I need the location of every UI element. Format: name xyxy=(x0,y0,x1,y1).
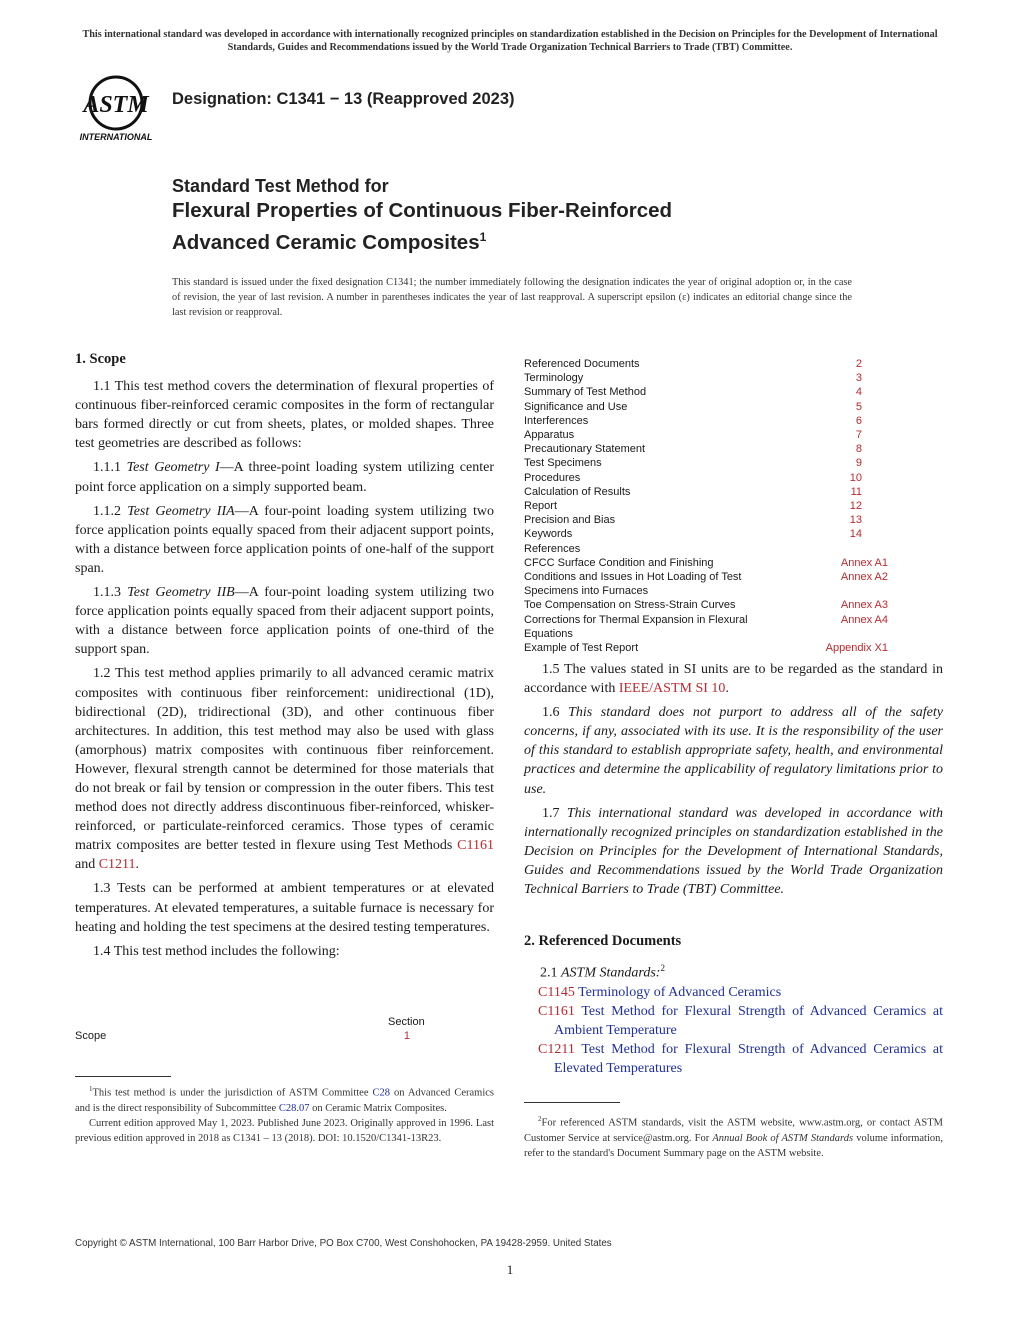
toc-row[interactable] xyxy=(524,570,888,598)
toc-label: Scope xyxy=(75,1030,107,1042)
svg-text:ASTM: ASTM xyxy=(83,92,149,118)
link-si10[interactable]: IEEE/ASTM SI 10 xyxy=(618,681,726,697)
toc-row[interactable] xyxy=(524,442,888,456)
title-footnote-mark: 1 xyxy=(479,230,487,244)
toc-number: 12 xyxy=(849,500,862,513)
reference-title: Terminology of Advanced Ceramics xyxy=(578,984,782,1000)
toc-row[interactable] xyxy=(524,613,888,641)
footnote-1-edition: Current edition approved May 1, 2023. Published June 2023. Originally approved in 1996. Last previous edition approved in 2018 as C1341 – 13 (2018). DOI: 10.1520/C1341-13R23. xyxy=(75,1117,494,1144)
toc-row[interactable] xyxy=(524,499,888,513)
para-1-1-3: 1.1.3 Test Geometry IIB—A four-point loading system utilizing two force application points equally spaced from their adjacent support points, with a distance between force application points of one-third of the support span. xyxy=(75,585,494,658)
para-1-2: 1.2 This test method applies primarily to all advanced ceramic matrix composites with continuous fiber reinforcement: unidirectional (1D), bidirectional (2D), tridirectional (3D), and other continuous fiber architectures. In addition, this test method may also be used with glass (amorphous) matrix composites with continuous fiber reinforcement. However, flexural strength cannot be determined for those materials that do not break or fail by tension or compression in the outer fibers. This test method does not directly address discontinuous fiber-reinforced, whisker-reinforced, or particulate-reinforced ceramics. Those types of ceramic matrix composites are better tested in flexure using Test Methods C1161 and C1211. xyxy=(75,666,494,873)
toc-row[interactable] xyxy=(524,542,888,556)
toc-label: Precision and Bias xyxy=(524,514,616,527)
footnote-1: $^1$This test method is under the jurisdiction of ASTM Committee C28 on Advanced Ceramics and is the direct responsibility of Subcommittee C28.07 on Ceramic Matrix Composites. Current edition approved May 1, 2023. Published June 2023. Originally approved in 1996. Last previous edition approved in 2018 as C1341 – 13 (2018). DOI: 10.1520/C1341-13R23. xyxy=(75,1085,495,1144)
toc-number: 4 xyxy=(855,386,862,399)
left-column xyxy=(75,350,494,966)
toc-row[interactable] xyxy=(524,556,888,570)
toc-row[interactable] xyxy=(524,598,888,612)
intro-note: This standard is issued under the fixed designation C1341; the number immediately following the designation indicates the year of original adoption or, in the case of revision, the year of last revision. A number in parentheses indicates the year of last reapproval. A superscript epsilon (ε) indicates an editorial change since the last revision or reapproval. xyxy=(172,277,852,318)
toc-row[interactable] xyxy=(524,456,888,470)
toc-number: Annex A3 xyxy=(840,599,888,612)
reference-code: C1145 xyxy=(538,984,575,1000)
link-c1161[interactable]: C1161 xyxy=(457,838,494,854)
toc-number: Annex A4 xyxy=(840,613,888,626)
toc-number: 5 xyxy=(855,400,862,413)
toc-number: 6 xyxy=(855,414,862,427)
toc-number: 1 xyxy=(403,1030,410,1042)
reference-list xyxy=(524,983,943,1078)
footnote-2: $^2$For referenced ASTM standards, visit the ASTM website, www.astm.org, or contact ASTM Customer Service at service@astm.org. For Annual Book of ASTM Standards volume information, refer to the standard's Document Summary page on the ASTM website. xyxy=(524,1115,943,1159)
toc-label: Calculation of Results xyxy=(524,485,631,498)
table-of-contents xyxy=(524,357,888,655)
right-column xyxy=(524,660,943,904)
reference-code: C1211 xyxy=(538,1042,575,1058)
link-c28[interactable]: C28 xyxy=(372,1087,390,1099)
para-1-4: 1.4 This test method includes the following: xyxy=(93,943,340,959)
toc-row[interactable] xyxy=(524,400,888,414)
toc-label: Referenced Documents xyxy=(524,358,640,370)
toc-row[interactable] xyxy=(524,527,888,541)
para-1-1-1: 1.1.1 Test Geometry I—A three-point loading system utilizing center point force application on a simply supported beam. xyxy=(75,460,494,495)
svg-text:INTERNATIONAL: INTERNATIONAL xyxy=(79,132,153,142)
toc-label: Interferences xyxy=(524,414,589,427)
toc-row[interactable] xyxy=(524,385,888,399)
footnote-rule xyxy=(75,1076,171,1077)
toc-row[interactable] xyxy=(524,641,888,655)
toc-row[interactable] xyxy=(524,371,888,385)
toc-row[interactable] xyxy=(524,471,888,485)
section-heading-scope: 1. Scope xyxy=(75,351,126,367)
para-1-3: 1.3 Tests can be performed at ambient temperatures or at elevated temperatures. At elevated temperatures, a suitable furnace is necessary for heating and holding the test specimens at the desired testing temperatures. xyxy=(75,881,494,935)
referenced-documents xyxy=(524,932,943,1078)
reference-title: Test Method for Flexural Strength of Advanced Ceramics at Elevated Temperatures xyxy=(554,1042,943,1077)
para-1-7: 1.7 This international standard was developed in accordance with internationally recognized principles on standardization established in the Decision on Principles for the Development of International Standards, Guides and Recommendations issued by the World Trade Organization Technical Barriers to Trade (TBT) Committee. xyxy=(524,805,944,898)
toc-label: Corrections for Thermal Expansion in Flexural Equations xyxy=(524,613,748,640)
para-1-5: 1.5 The values stated in SI units are to be regarded as the standard in accordance with IEEE/ASTM SI 10. xyxy=(524,662,943,697)
toc-number: 9 xyxy=(855,457,862,470)
toc-row[interactable] xyxy=(524,414,888,428)
document-title xyxy=(172,174,872,256)
title-line-1: Standard Test Method for xyxy=(172,176,389,196)
toc-label: Test Specimens xyxy=(524,457,602,470)
reference-item[interactable] xyxy=(524,1002,943,1040)
footnote-rule xyxy=(524,1102,620,1103)
toc-number: 7 xyxy=(855,429,862,442)
toc-number: 14 xyxy=(849,528,862,541)
para-1-6: 1.6 This standard does not purport to address all of the safety concerns, if any, associated with its use. It is the responsibility of the user of this standard to establish appropriate safety, health, and environmental practices and determine the applicability of regulatory limitations prior to use. xyxy=(524,705,944,797)
astm-logo xyxy=(72,74,160,144)
toc-number: 2 xyxy=(855,358,862,370)
toc-number: 3 xyxy=(855,372,862,385)
toc-label: Terminology xyxy=(524,372,584,385)
link-c1211[interactable]: C1211 xyxy=(98,857,136,873)
reference-item[interactable] xyxy=(524,983,943,1002)
toc-row[interactable] xyxy=(524,485,888,499)
astm-logo-icon xyxy=(72,74,160,144)
toc-number: Annex A2 xyxy=(840,571,888,584)
toc-number: Appendix X1 xyxy=(825,642,888,655)
link-c28-07[interactable]: C28.07 xyxy=(278,1102,310,1114)
toc-label: Significance and Use xyxy=(524,400,628,413)
section-heading-references: 2. Referenced Documents xyxy=(524,933,682,949)
reference-code: C1161 xyxy=(538,1003,575,1019)
toc-label: Example of Test Report xyxy=(524,642,639,655)
toc-number: Annex A1 xyxy=(840,556,888,569)
toc-label: Precautionary Statement xyxy=(524,443,646,456)
toc-row[interactable] xyxy=(524,513,888,527)
toc-number: 8 xyxy=(855,443,862,456)
title-line-3: Advanced Ceramic Composites$^1$ xyxy=(172,230,487,254)
toc-row[interactable] xyxy=(524,357,888,371)
toc-label: Conditions and Issues in Hot Loading of Test Specimens into Furnaces xyxy=(524,571,742,598)
toc-number: 10 xyxy=(849,471,862,484)
toc-row-scope[interactable] xyxy=(75,1030,410,1042)
para-1-1-2: 1.1.2 Test Geometry IIA—A four-point loading system utilizing two force application points equally spaced from their adjacent support points, with a distance between force application points of one-half of the support span. xyxy=(75,503,494,576)
toc-label: Keywords xyxy=(524,528,573,541)
toc-row[interactable] xyxy=(524,428,888,442)
top-notice: This international standard was developed in accordance with internationally recognized principles on standardization established in the Decision on Principles for the Development of International Standards, Guides and Recommendations issued by the World Trade Organization Technical Barriers to Trade (TBT) Committee. xyxy=(82,29,938,53)
page-number: 1 xyxy=(506,1262,514,1277)
toc-number: 11 xyxy=(850,485,862,498)
title-line-2: Flexural Properties of Continuous Fiber-Reinforced xyxy=(172,199,673,222)
toc-label: Summary of Test Method xyxy=(524,386,647,399)
toc-label: CFCC Surface Condition and Finishing xyxy=(524,556,714,569)
toc-section-header: Section xyxy=(388,1016,425,1028)
toc-number: 13 xyxy=(849,514,862,527)
toc-label: Report xyxy=(524,500,558,513)
reference-item[interactable] xyxy=(524,1040,943,1078)
para-1-1: 1.1 This test method covers the determination of flexural properties of continuous fiber-reinforced ceramic composites in the form of rectangular bars formed directly or cut from sheets, plates, or molded shapes. Three test geometries are described as follows: xyxy=(75,379,494,452)
toc-label: Toe Compensation on Stress-Strain Curves xyxy=(524,599,736,612)
toc-label: References xyxy=(524,542,581,555)
designation: Designation: C1341 − 13 (Reapproved 2023) xyxy=(172,90,515,108)
toc-label: Apparatus xyxy=(524,429,575,442)
astm-standards-label: 2.1 ASTM Standards:$^2$ xyxy=(540,963,665,981)
toc-label: Procedures xyxy=(524,471,581,484)
reference-title: Test Method for Flexural Strength of Advanced Ceramics at Ambient Temperature xyxy=(554,1003,943,1039)
copyright: Copyright © ASTM International, 100 Barr Harbor Drive, PO Box C700, West Conshohocken, PA 19428-2959. United States xyxy=(75,1238,612,1249)
